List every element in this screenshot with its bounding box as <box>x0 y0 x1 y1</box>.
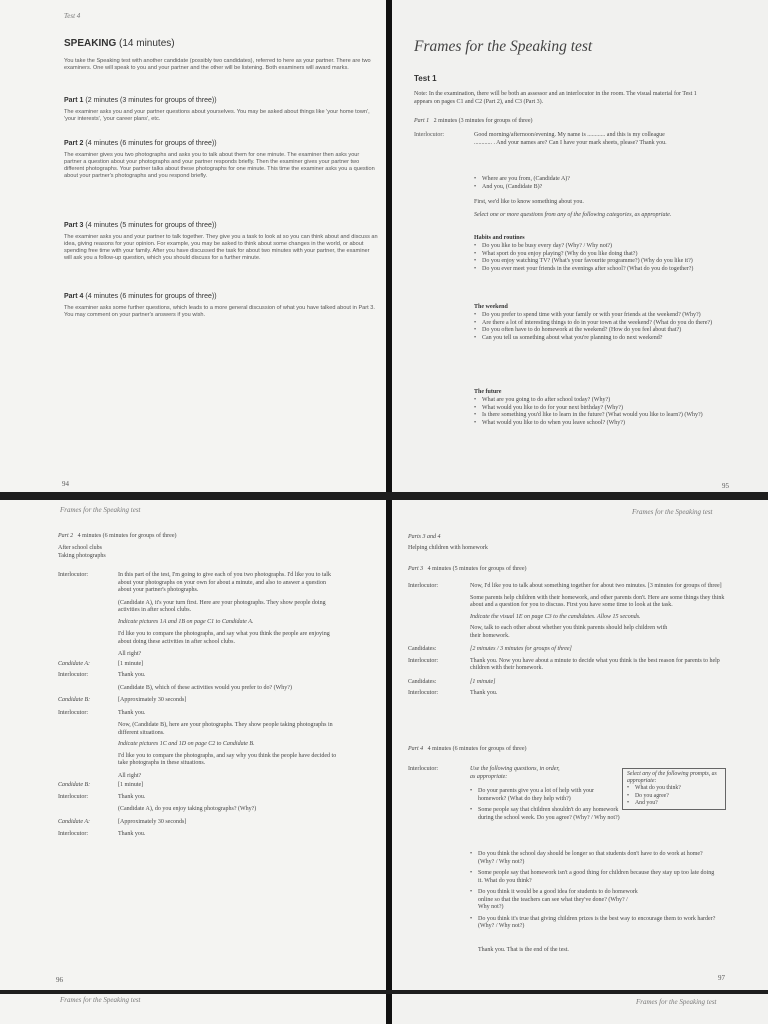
script-row <box>58 741 358 749</box>
script-text: (Candidate A), it's your turn first. Here are your photographs. They show people doing activities in after school clubs. <box>118 599 326 613</box>
list-item: • And you, (Candidate B)? <box>474 184 724 192</box>
list-item: • Do you like to be busy every day? (Why? / Why not?) <box>474 243 714 251</box>
script-text: (Candidate A), do you enjoy taking photographs? (Why?) <box>118 806 257 812</box>
speaker-label: Candidates: <box>408 678 437 685</box>
script-row <box>408 625 748 640</box>
page-96 <box>0 500 386 990</box>
script-row <box>408 614 748 622</box>
speaker-label: Interlocutor: <box>58 831 88 837</box>
script-text: (Candidate B), which of these activities would you prefer to do? (Why?) <box>118 684 292 691</box>
speaker-label: Interlocutor: <box>408 583 438 589</box>
list-item: • Do you think the school day should be longer so that students don't have to do work at home? (Why? / Why not?) <box>470 851 718 866</box>
script-row <box>58 773 358 781</box>
script-text: Now, (Candidate B), here are your photographs. They show people taking photographs in different situations. <box>118 722 333 736</box>
running-head: Frames for the Speaking test <box>636 998 717 1006</box>
script-text: Now, talk to each other about whether you think parents should help children with their homework. <box>470 625 668 639</box>
part-heading: Part 2 (4 minutes (6 minutes for groups of three)) <box>64 140 217 147</box>
page-95 <box>392 0 768 492</box>
speaker-label: Interlocutor: <box>58 793 88 800</box>
script-text: Thank you. <box>118 831 146 837</box>
list-item: • What sport do you enjoy playing? (Why do you like doing that?) <box>474 251 714 259</box>
script-row <box>58 685 358 693</box>
list-item: • Do you think it's true that giving children prizes is the best way to encourage them to work harder? (Why? / Why not?) <box>470 916 718 931</box>
script-row <box>58 697 358 705</box>
script-text: I'd like you to compare the photographs, and say what you think the people are enjoying about doing these activities in after school clubs. <box>118 631 330 645</box>
part-heading: Part 3 (4 minutes (5 minutes for groups of three)) <box>64 222 217 229</box>
speaker-label: Interlocutor: <box>408 690 438 696</box>
script-row <box>58 572 358 595</box>
script-row <box>58 794 358 802</box>
script-text: Some parents help children with their homework, and other parents don't. Here are some things they think about and a question for you to discuss. First you have some time to look at the task. <box>470 594 725 608</box>
topic-line: Helping children with homework <box>408 545 488 551</box>
part-heading: Part 4 (4 minutes (6 minutes for groups of three)) <box>64 293 217 300</box>
speaker-label: Interlocutor: <box>58 572 88 578</box>
test-heading: Test 1 <box>414 74 437 83</box>
page-title: SPEAKING (14 minutes) <box>64 38 175 49</box>
part-4-questions-b <box>470 851 718 931</box>
part-heading: Part 2 4 minutes (6 minutes for groups of three) <box>58 533 177 539</box>
script-row <box>58 631 358 646</box>
page-97 <box>392 500 768 990</box>
script-row <box>58 831 358 839</box>
running-head: Frames for the Speaking test <box>60 996 141 1004</box>
page-gap <box>0 990 768 994</box>
intro-paragraph: You take the Speaking test with another candidate (possibly two candidates), referred to here as your partner. There are two examiners. One will speak to you and your partner and the other will be listening. Both examiners will award marks. <box>64 58 371 72</box>
note: Note: In the examination, there will be both an assessor and an interlocutor in the room. The visual material for Test 1 appears on pages C1 and C2 (Part 2), and C3 (Part 3). <box>414 91 697 105</box>
script-row <box>408 690 748 698</box>
topic-line: Taking photographs <box>58 553 106 559</box>
future-questions <box>474 397 714 427</box>
category-heading: Habits and routines <box>474 235 525 241</box>
instruction: Select one or more questions from any of the following categories, as appropriate. <box>474 212 672 218</box>
stage-direction: Indicate pictures 1C and 1D on page C2 to Candidate B. <box>118 741 255 747</box>
script-text: Thank you. <box>470 690 498 696</box>
script-row <box>58 782 358 790</box>
prompts-box <box>622 768 726 810</box>
list-item: • Some people say that homework isn't a good thing for children because they stay up too late doing it. What do you think? <box>470 870 718 885</box>
topic-line: After school clubs <box>58 545 102 551</box>
greeting-text: Good morning/afternoon/evening. My name is ............ and this is my colleague ............ . And your names are? Can I have your mark sheets, please? Thank you. <box>474 132 667 146</box>
script-row <box>58 710 358 718</box>
script-row <box>58 672 358 680</box>
speaker-label: Interlocutor: <box>408 766 438 772</box>
page-number: 97 <box>718 974 725 982</box>
script-row <box>408 679 748 687</box>
script-text: [1 minute] <box>118 782 144 788</box>
prompts-box-title: Select any of the following prompts, as appropriate: <box>627 771 717 785</box>
script-text: Now, I'd like you to talk about something together for about two minutes. [3 minutes for groups of three] <box>470 583 722 589</box>
closing-line: Thank you. That is the end of the test. <box>478 947 569 953</box>
habits-questions <box>474 243 714 273</box>
parts-heading: Parts 3 and 4 <box>408 534 441 540</box>
speaker-label: Candidate A: <box>58 818 91 825</box>
speaker-label: Candidate A: <box>58 660 91 667</box>
script-row <box>58 819 358 827</box>
running-head: Test 4 <box>64 12 81 20</box>
page-94 <box>0 0 386 492</box>
speaker-label: Candidates: <box>408 646 437 652</box>
list-item: • Is there something you'd like to learn in the future? (What would you like to learn?) (Why?) <box>474 412 714 420</box>
part-3-section <box>64 222 378 262</box>
part-1-section <box>64 97 378 123</box>
page-title: Frames for the Speaking test <box>414 38 593 55</box>
speaker-label: Candidate B: <box>58 697 91 703</box>
list-item: • Can you tell us something about what you're planning to do next weekend? <box>474 335 714 343</box>
script-text: In this part of the test, I'm going to give each of you two photographs. I'd like you to talk about your photographs on your own for about a minute, and also to answer a question about your partner's photographs. <box>118 572 331 593</box>
part-text: The examiner asks some further questions, which leads to a more general discussion of what you have talked about in Part 3. You may comment on your partner's answers if you wish. <box>64 305 375 319</box>
category-heading: The weekend <box>474 304 508 310</box>
script-row <box>58 651 358 659</box>
list-item: • Do you think it would be a good idea for students to do homework online so that the teachers can see what they've done? (Why? / Why not?) <box>470 889 638 912</box>
script-text: All right? <box>118 651 142 657</box>
stage-direction: Indicate pictures 1A and 1B on page C1 to Candidate A. <box>118 618 254 625</box>
part-text: The examiner asks you and your partner questions about yourselves. You may be asked about things like 'your home town', 'your interests', 'your career plans', etc. <box>64 109 370 123</box>
part-text: The examiner gives you two photographs and asks you to talk about them for one minute. The examiner then asks your partner a question about your photographs and your partner responds briefly. Then the examiner gives your partner two different photographs. Your partner talks about these photographs for one minute. This time the examiner asks you a question about your partner's photographs and you respond briefly. <box>64 152 375 180</box>
page-99-partial <box>392 994 768 1024</box>
part-4-section <box>64 293 378 319</box>
intro-line: First, we'd like to know something about you. <box>474 199 584 205</box>
script-text: I'd like you to compare the photographs, and say why you think the people have decided to take photographs in these situations. <box>118 752 337 766</box>
list-item: • Do you ever meet your friends in the evenings after school? (What do you do together?) <box>474 266 714 274</box>
script-text: [1 minute] <box>470 678 496 685</box>
script-row <box>58 806 358 814</box>
script-row <box>58 619 358 627</box>
page-number: 94 <box>62 480 69 488</box>
list-item: • What would you like to do when you leave school? (Why?) <box>474 420 714 428</box>
part-4-questions-a <box>470 788 620 822</box>
script-text: [1 minute] <box>118 660 144 667</box>
list-item: • Some people say that children shouldn't do any homework during the school week. Do you agree? (Why? / Why not?) <box>470 807 620 822</box>
list-item: • And you? <box>627 800 721 807</box>
script-text: Thank you. Now you have about a minute to decide what you think is the best reason for parents to help children with their homework. <box>470 657 720 671</box>
page-number: 95 <box>722 482 729 490</box>
script-block <box>58 572 358 839</box>
script-row <box>408 595 748 610</box>
part-heading: Part 1 (2 minutes (3 minutes for groups of three)) <box>64 97 217 104</box>
script-text: [Approximately 30 seconds] <box>118 697 187 703</box>
script-text: Thank you. <box>118 709 146 716</box>
list-item: • Do you often have to do homework at the weekend? (How do you feel about that?) <box>474 327 714 335</box>
part-2-section <box>64 140 378 180</box>
stage-direction: Indicate the visual 1E on page C3 to the candidates. Allow 15 seconds. <box>470 613 641 620</box>
script-text: Thank you. <box>118 793 146 800</box>
list-item: • Do your parents give you a lot of help with your homework? (What do they help with?) <box>470 788 620 803</box>
script-text: All right? <box>118 772 142 779</box>
speaker-label: Interlocutor: <box>58 709 88 716</box>
instruction: Use the following questions, in order, as appropriate: <box>470 766 560 780</box>
script-row <box>58 722 358 737</box>
script-row <box>408 658 748 673</box>
script-row <box>58 600 358 615</box>
part-heading: Part 4 4 minutes (6 minutes for groups of three) <box>408 746 527 752</box>
running-head: Frames for the Speaking test <box>60 506 141 514</box>
part-3-script <box>408 583 748 698</box>
script-row <box>58 753 358 768</box>
list-item: • Do you agree? <box>627 793 721 800</box>
speaker-label: Interlocutor: <box>414 132 444 138</box>
weekend-questions <box>474 312 714 342</box>
page-gap <box>0 492 768 500</box>
script-row <box>408 583 748 591</box>
speaker-label: Interlocutor: <box>58 672 88 678</box>
list-item: • Where are you from, (Candidate A)? <box>474 176 724 184</box>
speaker-label: Candidate B: <box>58 782 91 788</box>
page-98-partial <box>0 994 386 1024</box>
category-heading: The future <box>474 389 502 395</box>
where-questions <box>474 176 724 191</box>
list-item: • Do you prefer to spend time with your family or with your friends at the weekend? (Why?) <box>474 312 714 320</box>
speaker-label: Interlocutor: <box>408 657 438 664</box>
script-row <box>58 661 358 669</box>
part-heading: Part 1 2 minutes (3 minutes for groups of three) <box>414 118 533 124</box>
part-text: The examiner asks you and your partner to talk together. They give you a task to look at so you can think about and discuss an idea, giving reasons for your opinion. For example, you may be asked to think about some changes in the world, or about spending free time with your family. After you have discussed the task for about two minutes with your partner, the examiner will ask you a follow-up question, which you should discuss for a further minute. <box>64 234 378 262</box>
page-number: 96 <box>56 976 63 984</box>
script-text: [2 minutes / 3 minutes for groups of three] <box>470 646 572 652</box>
list-item: • Are there a lot of interesting things to do in your town at the weekend? (What do you do there?) <box>474 320 714 328</box>
list-item: • What are you going to do after school today? (Why?) <box>474 397 714 405</box>
part-heading: Part 3 4 minutes (5 minutes for groups of three) <box>408 566 527 572</box>
prompts-list <box>627 785 721 807</box>
script-text: Thank you. <box>118 672 146 678</box>
running-head: Frames for the Speaking test <box>632 508 713 516</box>
list-item: • Do you enjoy watching TV? (What's your favourite programme?) (Why do you like it?) <box>474 258 714 266</box>
book-spine <box>386 0 392 1024</box>
script-row <box>408 646 748 654</box>
script-text: [Approximately 30 seconds] <box>118 818 187 825</box>
list-item: • What do you think? <box>627 785 721 792</box>
list-item: • What would you like to do for your next birthday? (Why?) <box>474 405 714 413</box>
